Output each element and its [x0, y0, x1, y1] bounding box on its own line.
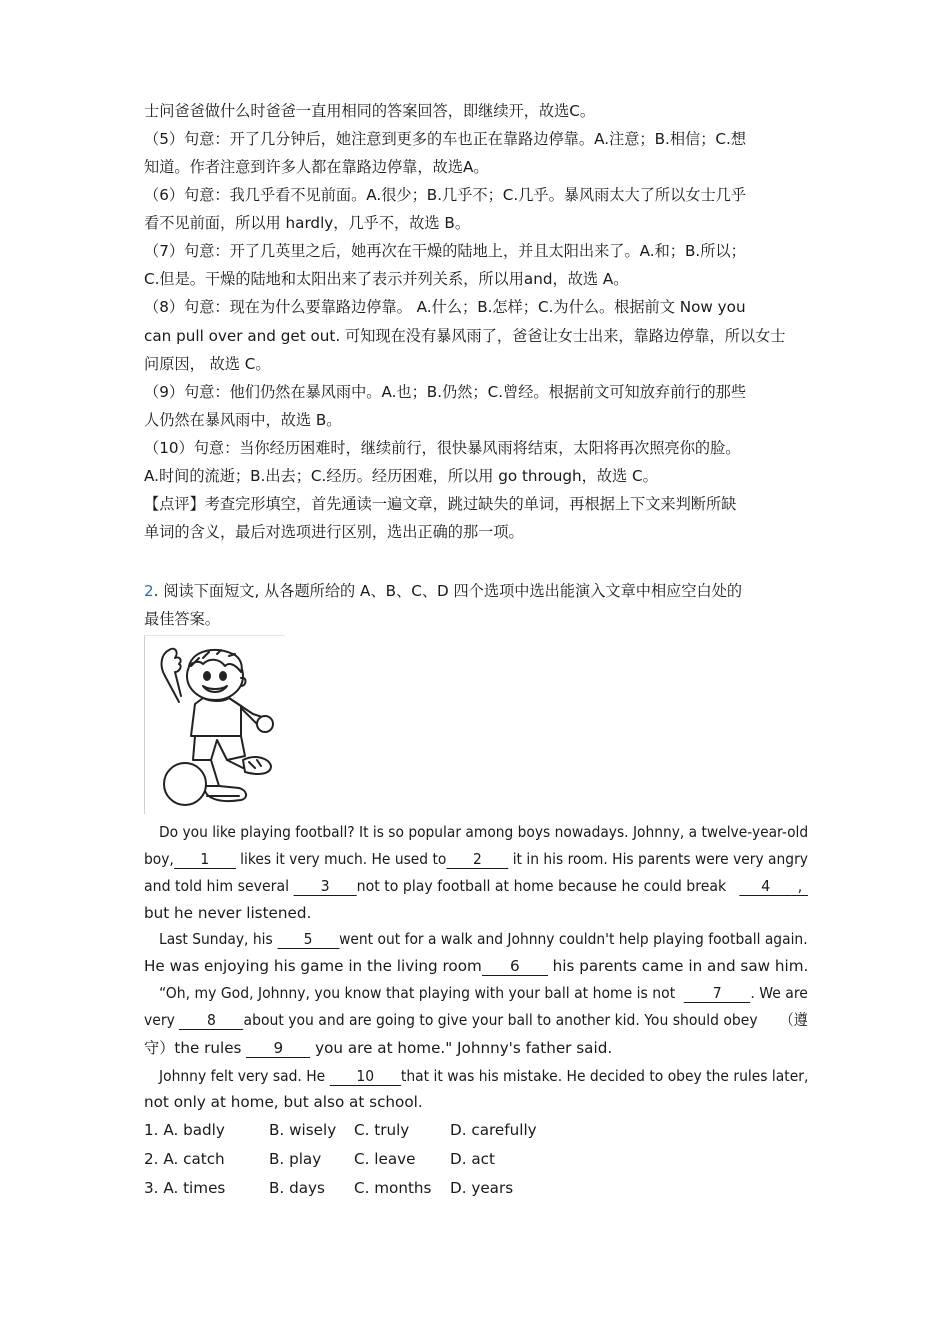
- boy-playing-football-illustration: [144, 635, 285, 814]
- explanation-line: C.但是。干燥的陆地和太阳出来了表示并列关系，所以用and，故选 A。: [144, 270, 629, 288]
- blank-7: 7: [684, 984, 750, 1003]
- blank-6: 6: [482, 957, 548, 976]
- explanation-line: 士问爸爸做什么时爸爸一直用相同的答案回答，即继续开，故选C。: [144, 102, 596, 120]
- explanation-line: （6）句意：我几乎看不见前面。A.很少；B.几乎不；C.几乎。暴风雨太大了所以女士几乎: [144, 186, 747, 204]
- explanation-line: A.时间的流逝；B.出去；C.经历。经历困难，所以用 go through，故选 C。: [144, 467, 658, 485]
- blank-4: 4: [740, 877, 792, 896]
- blank-10: 10: [330, 1067, 401, 1086]
- option-b[interactable]: B. days: [269, 1179, 325, 1197]
- option-a[interactable]: 3. A. times: [144, 1179, 226, 1197]
- comment-line: 【点评】考查完形填空，首先通读一遍文章，跳过缺失的单词，再根据上下文来判断所缺: [144, 495, 737, 513]
- blank-1: 1: [174, 850, 236, 869]
- blank-2: 2: [446, 850, 508, 869]
- explanation-line: （9）句意：他们仍然在暴风雨中。A.也；B.仍然；C.曾经。根据前文可知放弃前行的那些: [144, 383, 747, 401]
- passage-line: He was enjoying his game in the living room 6 his parents came in and saw him.: [144, 957, 809, 975]
- blank-9: 9: [246, 1039, 310, 1058]
- option-c[interactable]: C. truly: [354, 1121, 410, 1139]
- explanation-line: （5）句意：开了几分钟后，她注意到更多的车也正在靠路边停靠。A.注意；B.相信；C.想: [144, 130, 747, 148]
- blank-3: 3: [294, 877, 357, 896]
- explanation-line: 知道。作者注意到许多人都在靠路边停靠，故选A。: [144, 158, 489, 176]
- passage-line: not only at home, but also at school.: [144, 1093, 423, 1111]
- explanation-line: 人仍然在暴风雨中，故选 B。: [144, 411, 342, 429]
- option-c[interactable]: C. leave: [354, 1150, 416, 1168]
- question-instruction: [144, 581, 742, 601]
- explanation-line: （10）句意：当你经历困难时，继续前行，很快暴风雨将结束，太阳将再次照亮你的脸。: [144, 439, 741, 457]
- question-instruction: 最佳答案。: [144, 610, 220, 628]
- option-b[interactable]: B. play: [269, 1150, 322, 1168]
- passage-line: Last Sunday, his 5 went out for a walk and Johnny couldn't help playing football again.: [159, 930, 808, 948]
- passage-line: but he never listened.: [144, 904, 312, 922]
- option-d[interactable]: D. years: [450, 1179, 514, 1197]
- explanation-line: 问原因， 故选 C。: [144, 355, 271, 373]
- explanation-line: （8）句意：现在为什么要靠路边停靠。 A.什么；B.怎样；C.为什么。根据前文 Now you: [144, 298, 746, 316]
- explanation-line: can pull over and get out. 可知现在没有暴风雨了，爸爸让女士出来，靠路边停靠，所以女士: [144, 327, 786, 345]
- passage-line: and told him several 3 not to play football at home because he could break 4 ,: [144, 876, 808, 896]
- option-c[interactable]: C. months: [354, 1179, 432, 1197]
- blank-5: 5: [277, 930, 339, 949]
- option-a[interactable]: 2. A. catch: [144, 1150, 225, 1168]
- passage-line: boy, 1 likes it very much. He used to 2 it in his room. His parents were very angry: [144, 850, 808, 868]
- option-d[interactable]: D. act: [450, 1150, 495, 1168]
- blank-8: 8: [179, 1011, 243, 1030]
- boy-kicking-ball-icon: [145, 636, 285, 814]
- instruction-text: . 阅读下面短文, 从各题所给的 A、B、C、D 四个选项中选出能演入文章中相应空白处的: [153, 582, 743, 600]
- passage-line: Johnny felt very sad. He 10 that it was his mistake. He decided to obey the rules later,: [159, 1067, 809, 1085]
- option-b[interactable]: B. wisely: [269, 1121, 337, 1139]
- option-a[interactable]: 1. A. badly: [144, 1121, 225, 1139]
- explanation-line: 看不见前面，所以用 hardly，几乎不，故选 B。: [144, 214, 471, 232]
- comment-line: 单词的含义，最后对选项进行区别，选出正确的那一项。: [144, 523, 524, 541]
- explanation-line: （7）句意：开了几英里之后，她再次在干燥的陆地上，并且太阳出来了。A.和；B.所以；: [144, 242, 746, 260]
- passage-line: very 8 about you and are going to give your ball to another kid. You should obey （遵: [144, 1011, 808, 1029]
- option-d[interactable]: D. carefully: [450, 1121, 537, 1139]
- passage-line: “Oh, my God, Johnny, you know that playing with your ball at home is not 7 . We are: [159, 984, 808, 1002]
- question-number: 2: [144, 582, 154, 600]
- passage-line: 守）the rules 9 you are at home." Johnny's father said.: [144, 1039, 613, 1057]
- passage-line: Do you like playing football? It is so popular among boys nowadays. Johnny, a twelve-year-old: [159, 823, 809, 841]
